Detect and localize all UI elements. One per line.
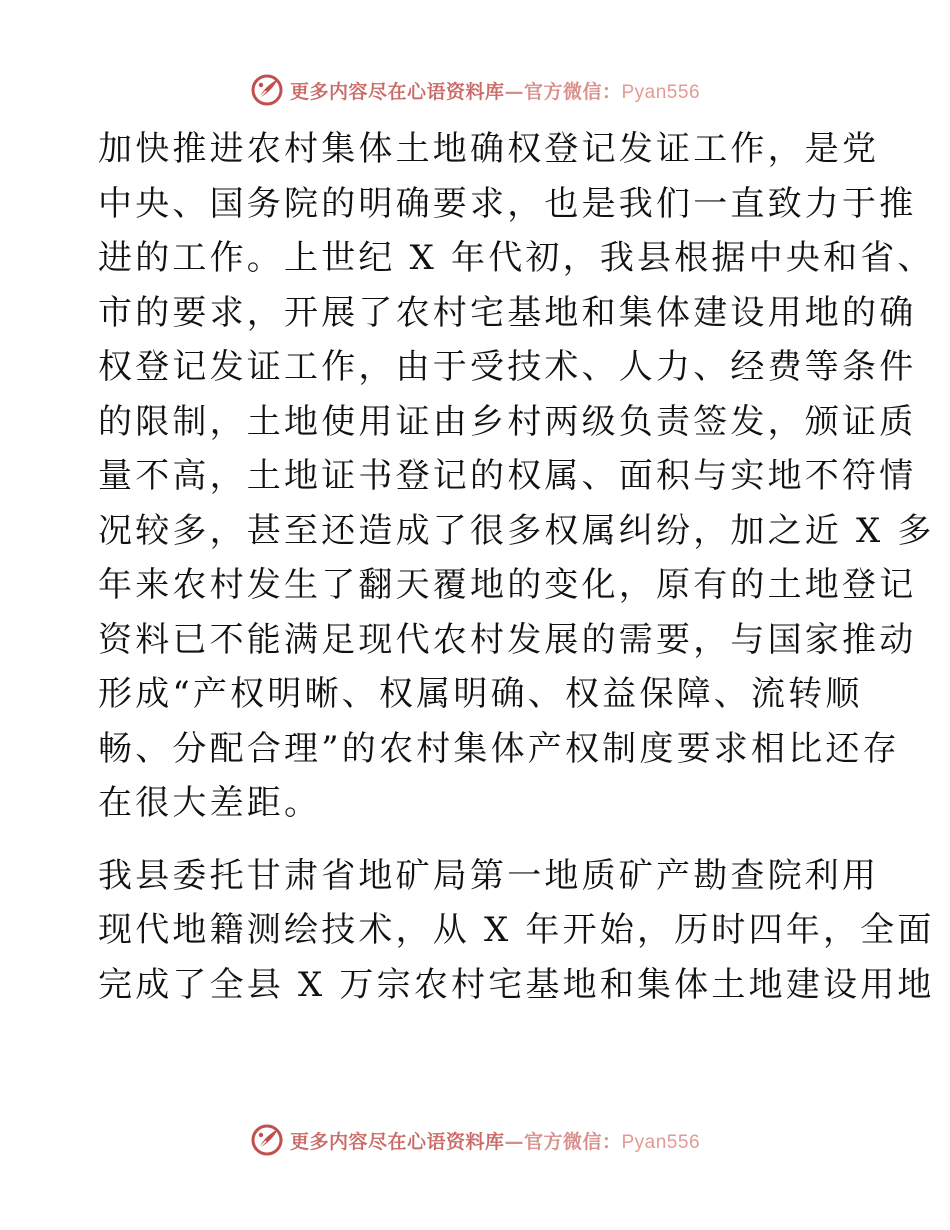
banner-wechat-id: Pyan556: [621, 81, 701, 103]
banner-text: [290, 1127, 700, 1154]
text-line: 我县委托甘肃省地矿局第一地质矿产勘查院利用: [98, 855, 880, 896]
paragraph-2: [98, 849, 935, 1013]
text-line: 资料已不能满足现代农村发展的需要，与国家推动: [98, 619, 917, 660]
banner-wechat-id: Pyan556: [621, 1131, 701, 1153]
document-body: [98, 122, 935, 1012]
text-line: 形成“产权明晰、权属明确、权益保障、流转顺: [98, 674, 863, 714]
text-line: 在很大差距。: [98, 783, 322, 823]
text-line: 量不高，土地证书登记的权属、面积与实地不符情: [98, 456, 917, 496]
banner-official-label: —官方微信：: [504, 80, 622, 103]
banner-site-name: 更多内容尽在心语资料库: [289, 80, 505, 103]
text-line: 况较多，甚至还造成了很多权属纠纷，加之近 X 多: [98, 510, 935, 551]
text-line: 完成了全县 X 万宗农村宅基地和集体土地建设用地: [98, 964, 935, 1005]
text-line: 加快推进农村集体土地确权登记发证工作，是党: [98, 129, 880, 169]
text-line: 权登记发证工作，由于受技术、人力、经费等条件: [98, 347, 917, 387]
text-line: 的限制，土地使用证由乡村两级负责签发，颁证质: [98, 401, 917, 442]
header-banner: [0, 70, 950, 110]
footer-banner: [0, 1120, 950, 1160]
banner-official-label: —官方微信：: [504, 1130, 622, 1153]
paragraph-1: [98, 122, 935, 831]
quill-logo-icon: [250, 1123, 284, 1157]
text-line: 畅、分配合理”的农村集体产权制度要求相比还存: [98, 728, 900, 769]
text-line: 市的要求，开展了农村宅基地和集体建设用地的确: [98, 292, 917, 333]
text-line: 进的工作。上世纪 X 年代初，我县根据中央和省、: [98, 238, 935, 278]
text-line: 年来农村发生了翻天覆地的变化，原有的土地登记: [98, 565, 917, 605]
banner-site-name: 更多内容尽在心语资料库: [289, 1130, 505, 1153]
text-line: 现代地籍测绘技术，从 X 年开始，历时四年，全面: [98, 910, 935, 950]
banner-text: [290, 77, 700, 104]
quill-logo-icon: [250, 73, 284, 107]
text-line: 中央、国务院的明确要求，也是我们一直致力于推: [98, 183, 917, 224]
